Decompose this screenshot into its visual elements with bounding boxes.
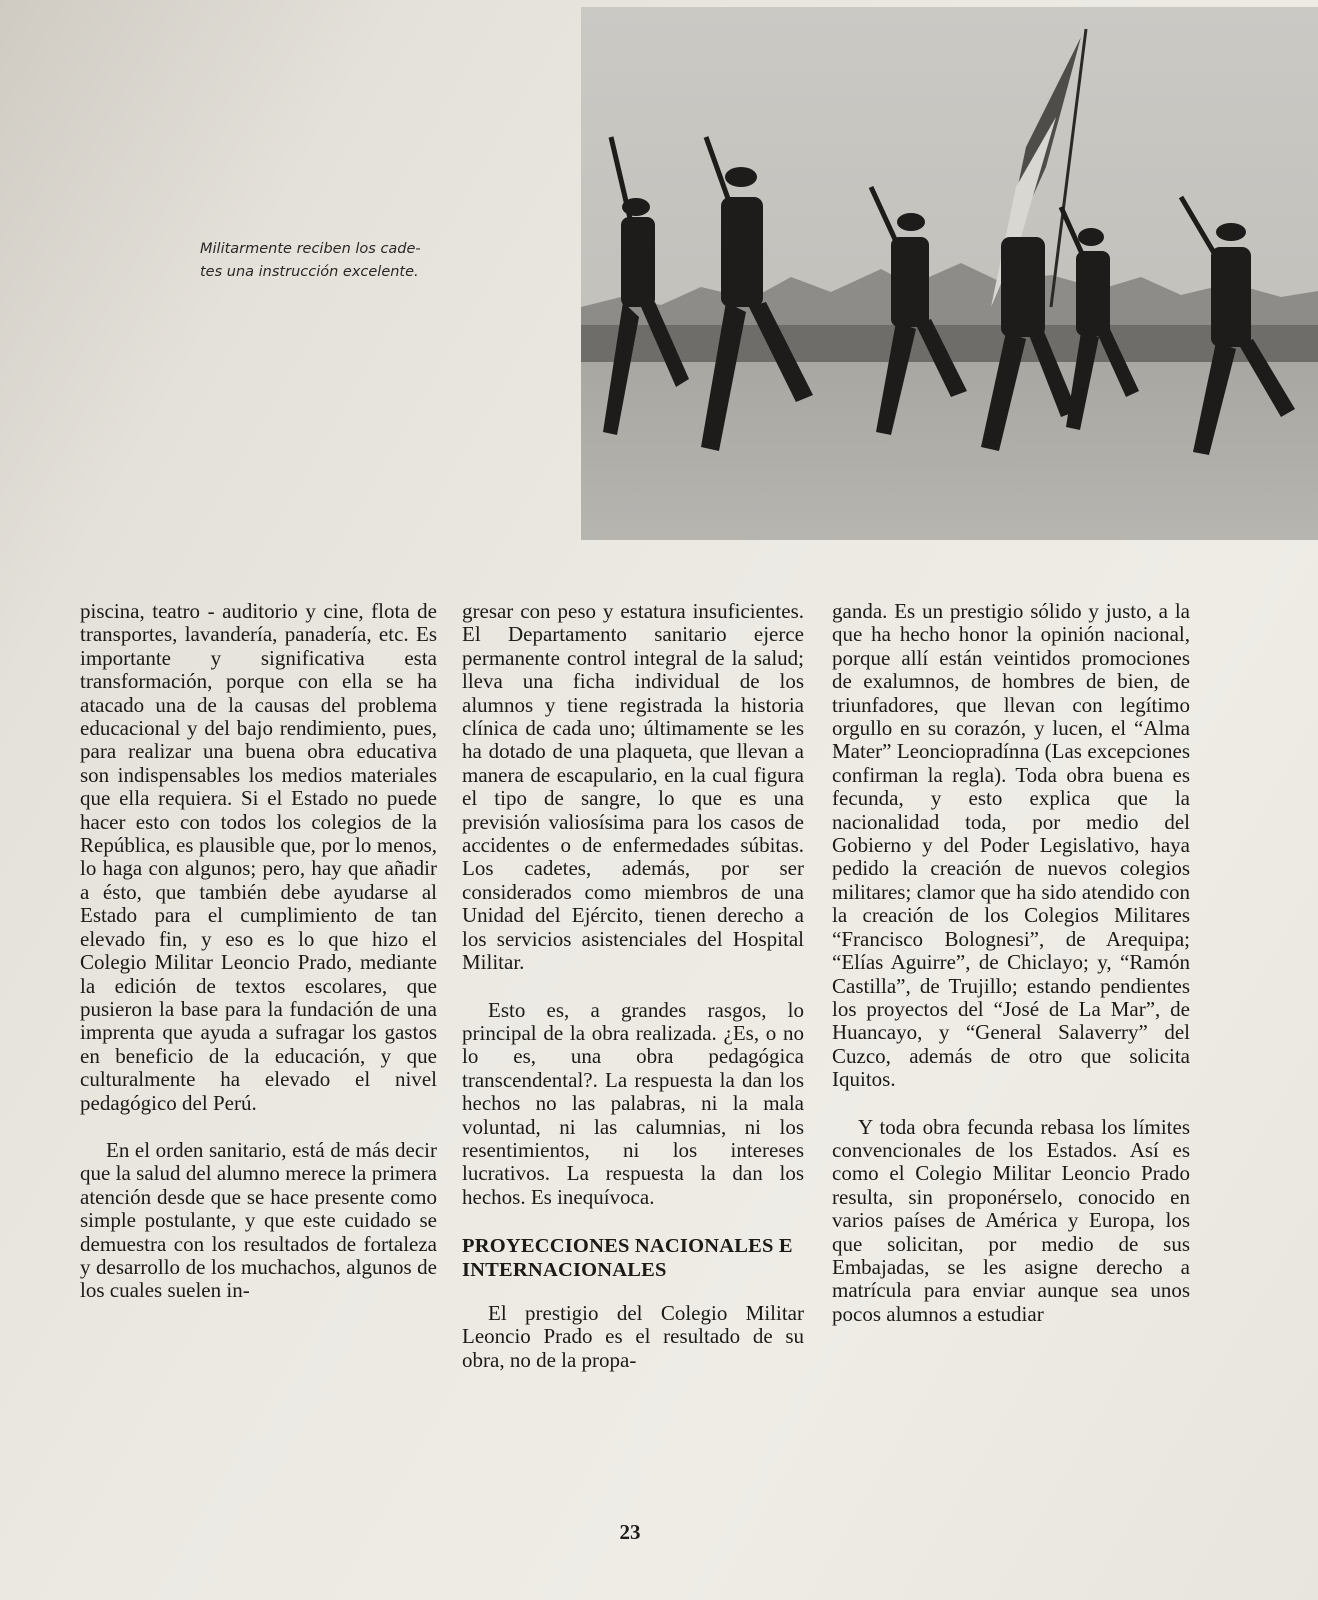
column-2-paragraph-3: El prestigio del Colegio Militar Leoncio Prado es el resultado de su obra, no de la propa-	[462, 1300, 804, 1372]
section-heading: PROYECCIONES NACIONALES E INTERNACIONALES	[462, 1235, 793, 1281]
column-2-paragraph-2: Esto es, a grandes rasgos, lo principal de la obra realizada. ¿Es, o no lo es, una obra pedagógica transcendental?. La respuesta la dan los hechos no las palabras, ni la mala voluntad, ni las calumnias, ni los resentimientos, ni los intereses lucrativos. La respuesta la dan los hechos. Es inequívoca.	[462, 997, 804, 1209]
caption-line-2: tes una instrucción excelente.	[200, 264, 419, 280]
column-1-paragraph-1: piscina, teatro - auditorio y cine, flota de transportes, lavandería, panadería, etc. Es importante y significativa esta transformación, porque con ella se ha atacado una de la causas del problema educacional y del bajo rendimiento, pues, para realizar una buena obra educativa son indispensables los medios materiales que ella requiera. Si el Estado no puede hacer esto con todos los colegios de la República, es plausible que, por lo menos, lo haga con algunos; pero, hay que añadir a ésto, que también debe ayudarse al Estado para el cumplimiento de tan elevado fin, y eso es lo que hizo el Colegio Militar Leoncio Prado, mediante la edición de textos escolares, que pusieron la base para la fundación de una imprenta que ayuda a sufragar los gastos en beneficio de la educación, y que culturalmente ha elevado el nivel pedagógico del Perú.	[80, 599, 437, 1115]
text-column-3	[832, 600, 1190, 1326]
text-column-1	[80, 600, 437, 1303]
column-3-paragraph-2: Y toda obra fecunda rebasa los límites convencionales de los Estados. Así es como el Colegio Militar Leoncio Prado resulta, sin proponérselo, conocido en varios países de América y Europa, los que solicitan, por medio de sus Embajadas, se les asigne derecho a matrícula para enviar aunque sea unos pocos alumnos a estudiar	[832, 1114, 1190, 1326]
parade-photo	[581, 7, 1318, 540]
column-1-paragraph-2: En el orden sanitario, está de más decir que la salud del alumno merece la primera atención desde que se hace presente como simple postulante, y que este cuidado se demuestra con los resultados de fortaleza y desarrollo de los muchachos, algunos de los cuales suelen in-	[80, 1137, 437, 1303]
caption-line-1: Militarmente reciben los cade-	[200, 241, 421, 257]
text-column-2	[462, 600, 804, 1372]
parade-photo-image	[581, 7, 1318, 540]
column-3-paragraph-1: ganda. Es un prestigio sólido y justo, a la que ha hecho honor la opinión nacional, porque allí están veintidos promociones de exalumnos, de hombres de bien, de triunfadores, que llevan con legítimo orgullo en su corazón, y lucen, el “Alma Mater” Leonciopradínna (Las excepciones confirman la regla). Toda obra buena es fecunda, y esto explica que la nacionalidad toda, por medio del Gobierno y del Poder Legislativo, haya pedido la creación de nuevos colegios militares; clamor que ha sido atendido con la creación de los Colegios Militares “Francisco Bolognesi”, de Arequipa; “Elías Aguirre”, de Chiclayo; y, “Ramón Castilla”, de Trujillo; estando pendientes los proyectos del “José de La Mar”, de Huancayo, y “General Salaverry” del Cuzco, además de otro que solicita Iquitos.	[832, 599, 1190, 1092]
column-2-paragraph-1: gresar con peso y estatura insuficientes. El Departamento sanitario ejerce permanente control integral de la salud; lleva una ficha individual de los alumnos y tiene registrada la historia clínica de cada uno; últimamente se les ha dotado de una plaqueta, que llevan a manera de escapulario, en la cual figura el tipo de sangre, lo que es una previsión valiosísima para los casos de accidentes o de enfermedades súbitas. Los cadetes, además, por ser considerados como miembros de una Unidad del Ejército, tienen derecho a los servicios asistenciales del Hospital Militar.	[462, 599, 804, 975]
photo-caption	[200, 238, 470, 284]
page-number: 23	[619, 1520, 641, 1544]
